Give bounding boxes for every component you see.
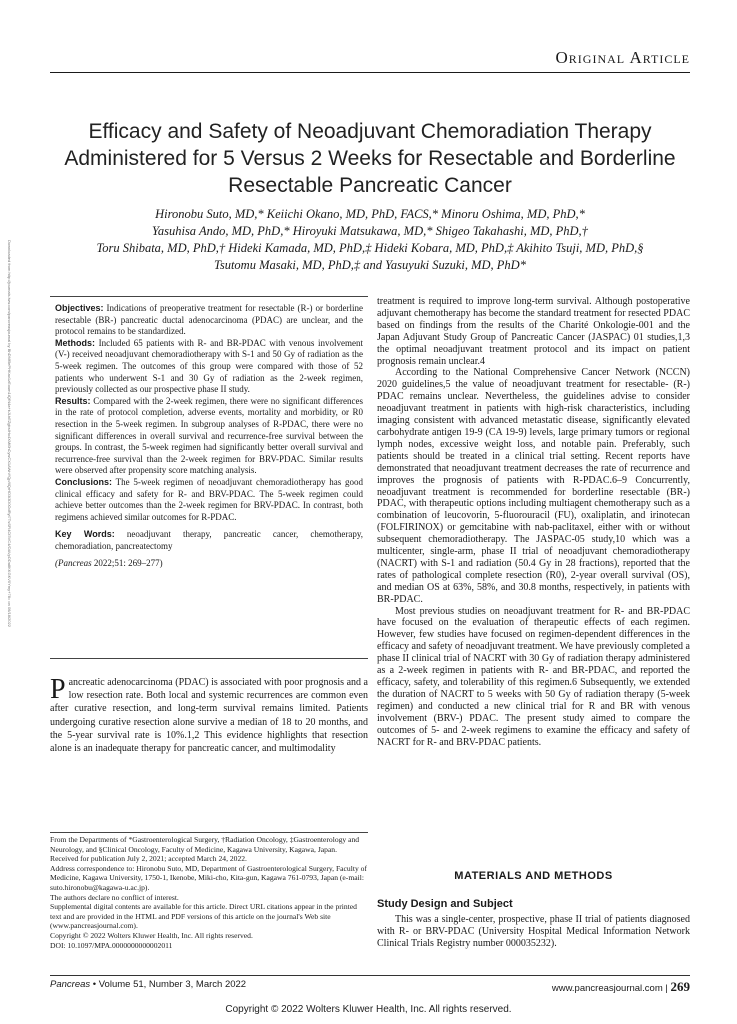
body-paragraph: According to the National Comprehensive Cancer Network (NCCN) 2020 guidelines,5 the value of neoadjuvant treatment for resectable- (R-) PDAC remains unclear. Nevertheless, the guidelines advise to consider neoadjuvant treatment in patients with high-risk characteristics, including imaging consistent with advanced metastatic disease, significantly elevated carbohydrate antigen 19-9 (CA 19-9) levels, large primary tumors or regional lymph nodes, excessive weight loss, and notable pain. Preferably, such patients should be treated in a clinical trial setting. Recent reports have demonstrated that neoadjuvant treatment decreases the rate of recurrence and improves the prognosis of patients with R-PDAC.6–9 Concurrently, neoadjuvant treatment is recommended for borderline resectable (BR-) PDAC, with therapeutic options including multiagent chemotherapy such as a combination of leucovorin, 5-fluorouracil (FU), oxaliplatin, and irinotecan (FOLFIRINOX) or gemcitabine with nab-paclitaxel, either with or without subsequent chemoradiotherapy. The JASPAC-05 study,10 which was a multicenter, single-arm, phase II trial of neoadjuvant chemoradiotherapy (NACRT) with S-1 and radiation (50.4 Gy in 28 fractions), reported that the rates of pathological complete resection (R0), 2-year overall survival (OS), and median OS at 63%, 58%, and 30.8 months, respectively, in patients with BR-PDAC. [377, 367, 690, 605]
author-line: Yasuhisa Ando, MD, PhD,* Hiroyuki Matsukawa, MD,* Shigeo Takahashi, MD, PhD,† [152, 224, 588, 238]
header-divider [50, 72, 690, 73]
keywords-label: Key Words: [55, 529, 115, 540]
conclusions-label: Conclusions: [55, 476, 113, 487]
citation-details: 2022;51: 269–277) [91, 558, 163, 569]
footnote-affiliations: From the Departments of *Gastroenterological Surgery, †Radiation Oncology, ‡Gastroenterology and Neurology, and §Clinical Oncology, Faculty of Medicine, Kagawa University, Kagawa, Japan. [50, 835, 360, 854]
footnote-divider [50, 832, 368, 833]
body-paragraph: Most previous studies on neoadjuvant treatment for R- and BR-PDAC have focused on the evaluation of therapeutic effects of each regimen. However, few studies have focused on regimen-dependent differences in the efficacy and safety of neoadjuvant treatment. We have previously completed a phase II clinical trial of NACRT with 30 Gy of radiation therapy administered as a 2-week regimen in patients with R- and BR-PDAC, and reported the efficacy, safety, and tolerability of this regimen.6 Subsequently, we extended the duration of NACRT to 5 weeks with 50 Gy of radiation therapy (5-week regimen) and conducted a new clinical trial for R and BR with venous involvement (BRV-) PDAC. The present study aimed to compare the outcomes of 5- and 2-week regimens to examine the efficacy and safety of NACRT for R- and BRV-PDAC patients. [377, 605, 690, 748]
abstract-keywords [55, 529, 363, 552]
download-watermark: Downloaded from http://journals.lww.com/pancreasjournal by BhDMf5ePHKav1zEoum1tQfN4a+kJLhEZgbsIHo4XMi0hCywCX1AWnYQp/IlQrHD3i3D0OdRyi7TvSFl4Cf3VC4/OAVpDDa8KKGKV0Ymy+78= on 06/18/2022 [7, 240, 12, 627]
footnote-conflict: The authors declare no conflict of interest. [50, 892, 179, 902]
article-type-label: Original Article [555, 48, 690, 67]
footer-journal-info [50, 979, 246, 990]
author-line: Hironobu Suto, MD,* Keiichi Okano, MD, PhD, FACS,* Minoru Oshima, MD, PhD,* [155, 207, 585, 221]
footnote-supplemental: Supplemental digital contents are available for this article. Direct URL citations appear in the printed text and are provided in the HTML and PDF versions of this article on the journal's Web site (www.pancreasjournal.com). [50, 902, 357, 931]
article-title: Efficacy and Safety of Neoadjuvant Chemoradiation Therapy Administered for 5 Versus 2 Weeks for Resectable and Borderline Resectable Pancreatic Cancer [64, 120, 676, 197]
abstract-divider-top [50, 296, 368, 297]
citation-journal: (Pancreas [55, 558, 92, 569]
intro-text: ancreatic adenocarcinoma (PDAC) is associated with poor prognosis and a low resection rate. Both local and systemic recurrences are common even after curative resection, and long-term survival remains limited. Patients undergoing curative resection alone survive a median of 18 to 20 months, and the 5-year survival rate is 10%.1,2 This evidence highlights that resection alone is an inadequate therapy for pancreatic cancer, and multimodality [50, 677, 368, 755]
methods-label: Methods: [55, 337, 95, 348]
abstract-methods [55, 338, 363, 396]
page-number: 269 [670, 979, 690, 994]
objectives-text: Indications of preoperative treatment for resectable (R-) or borderline resectable (BR-) pancreatic ductal adenocarcinoma (PDAC) are unclear, and the protocol remains to be standardized. [55, 303, 364, 337]
abstract-results [55, 396, 363, 477]
footnote-address: Address correspondence to: Hironobu Suto, MD, Department of Gastroenterological Surgery, Faculty of Medicine, Kagawa University, 1750-1, Ikenobe, Miki-cho, Kita-gun, Kagawa 761-0793, Japan (e-mail: suto.hironobu@kagawa-u.ac.jp). [50, 863, 367, 892]
footnote-doi: DOI: 10.1097/MPA.0000000000002011 [50, 940, 173, 950]
right-column-body [377, 296, 690, 748]
results-text: Compared with the 2-week regimen, there were no significant differences in the rate of protocol completion, adverse events, mortality and morbidity, or R0 resection in the 5-week regimen. In subgroup analyses of R-PDAC, there were no significant differences in overall survival and recurrence-free survival between the groups. In contrast, the 5-week regimen had significantly better overall survival and recurrence-free survival than the 2-week regimen for BRV-PDAC. Similar results were observed after propensity score matching analysis. [55, 395, 363, 476]
objectives-label: Objectives: [55, 303, 104, 313]
footnote-copyright: Copyright © 2022 Wolters Kluwer Health, Inc. All rights reserved. [50, 930, 253, 940]
journal-website-link[interactable]: www.pancreasjournal.com [551, 983, 663, 994]
page-copyright: Copyright © 2022 Wolters Kluwer Health, Inc. All rights reserved. [225, 1004, 512, 1015]
footer-divider [50, 975, 690, 976]
abstract-conclusions [55, 477, 363, 523]
footer-right [360, 979, 690, 995]
author-line: Tsutomu Masaki, MD, PhD,‡ and Yasuyuki Suzuki, MD, PhD* [214, 258, 526, 272]
abstract-divider-bottom [50, 658, 368, 659]
conclusions-text: The 5-week regimen of neoadjuvant chemoradiotherapy has good clinical efficacy and safety for R- and BRV-PDAC. The 5-week regimen could achieve better outcomes than the 2-week regimen for BRV-PDAC. In contrast, both regimens achieved similar outcomes for R-PDAC. [55, 476, 363, 522]
section-heading: MATERIALS AND METHODS [454, 870, 613, 882]
keywords-text: neoadjuvant therapy, pancreatic cancer, chemotherapy, chemoradiation, pancreatectomy [55, 529, 364, 551]
methods-text: Included 65 patients with R- and BR-PDAC with venous involvement (V-) received neoadjuvant chemoradiotherapy with S-1 and 50 Gy of radiation as the 5-week regimen. The outcomes of this group were compared with those of 52 patients who underwent S-1 and 30 Gy of radiation as the 2-week regimen, previously collected as our prospective phase II study. [55, 337, 363, 395]
drop-cap: P [50, 674, 66, 705]
study-design-text: This was a single-center, prospective, phase II trial of patients diagnosed with R- or BRV-PDAC (University Hospital Medical Information Network Clinical Trials Registry number 000035232). [377, 914, 690, 949]
author-line: Toru Shibata, MD, PhD,† Hideki Kamada, MD, PhD,‡ Hideki Kobara, MD, PhD,‡ Akihito Tsuji, MD, PhD,§ [96, 241, 644, 255]
footer-journal-name: Pancreas [50, 979, 91, 990]
subsection-heading: Study Design and Subject [377, 898, 513, 910]
footnote-received: Received for publication July 2, 2021; accepted March 24, 2022. [50, 854, 247, 864]
footer-issue: • Volume 51, Number 3, March 2022 [90, 979, 247, 990]
author-list [50, 206, 690, 274]
abstract [55, 303, 363, 570]
footnotes [50, 835, 368, 950]
results-label: Results: [55, 395, 91, 406]
introduction [50, 676, 368, 755]
abstract-objectives [55, 303, 363, 338]
body-paragraph: treatment is required to improve long-term survival. Although postoperative adjuvant chemotherapy has become the standard treatment for resected PDAC based on findings from the results of the Charité Onkologie-001 and the Japan Adjuvant Study Group of Pancreatic Cancer (JASPAC) 01 studies,1,3 the optimal neoadjuvant treatment protocol and its impact on patient prognosis remain unclear.4 [377, 296, 690, 367]
abstract-citation [55, 558, 363, 570]
footer-separator: | [665, 983, 671, 994]
